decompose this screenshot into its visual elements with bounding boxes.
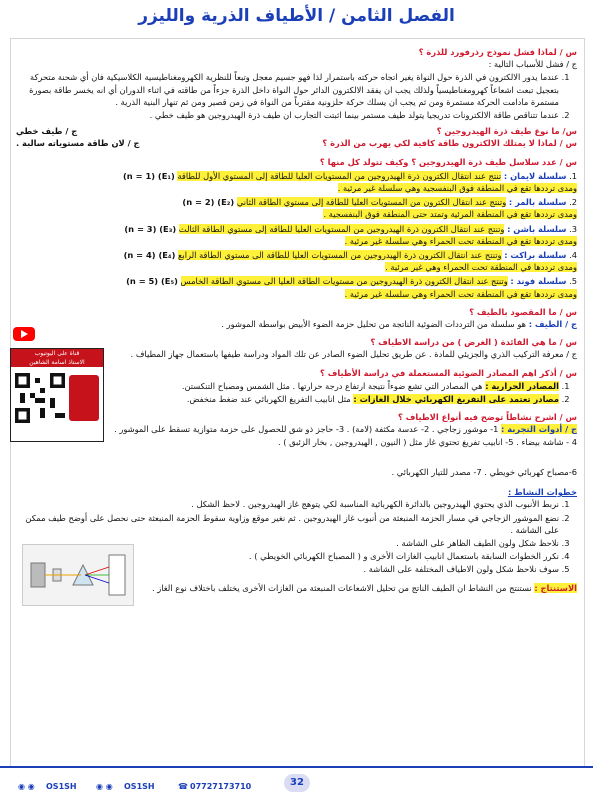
qr-code-card[interactable] [10,348,104,442]
series-num: 4. [569,250,577,261]
footer-handle-2: OS1SH [124,782,155,791]
step-item: 5. سوف نلاحظ شكل ولون الاطياف المختلفة على الشاشة . [16,563,559,575]
series-name: سلسلة لايمان : [503,170,567,181]
step-item: 4. نكرر الخطوات السابقة باستعمال انابيب الغازات الأخرى و ( المصباح الكهربائي الخويطي ) . [16,550,559,562]
tools-line-2: 4 - شاشة بيضاء . 5- انابيب تفريغ تحتوي غاز مثل ( النيون , الهيدروجين , بخار الزئبق ) . [277,436,577,447]
answer-6: ج / معرفة التركيب الذري والجزيئي للمادة . عن طريق تحليل الضوء الصادر عن تلك المواد ودراسة طيفها باستعمال جهاز المطياف . [130,349,577,360]
series-range: ومدى ترددها تقع في المنطقة المرئية وتمتد حتى المنطقة فوق البنفسجية . [323,209,577,220]
footer [0,766,593,800]
series-num: 2. [569,197,577,208]
series-text: وتنتج عند انتقال الكترون ذرة الهيدروجين من المستويات العليا للطاقة الى مستوي الطاقة الرابع [178,250,502,261]
series-range: ومدى ترددها تقع في المنطقة تحت الحمراء وهي سلسلة غير مرئية . [344,235,577,246]
source-label: المصادر الحرارية : [485,380,559,391]
answer-3: ج / لان طاقة مستوياته سالبة . [16,138,140,149]
source-text: مثل انابيب التفريغ الكهربائي عند ضغط منخفض. [186,394,351,405]
chapter-title: الفصل الثامن / الأطياف الذرية والليزر [138,6,455,26]
youtube-icon [13,327,35,341]
step-item: 1. نربط الأنبوب الذي يحتوي الهيدروجين بالدائرة الكهربائية المناسبة لكي يتوهج غاز الهيدروجين . لاحظ الشكل . [16,498,559,510]
conclusion-label: الاستنتاج : [534,582,577,593]
series-text: تنتج عند انتقال الكترون ذرة الهيدروجين من المستويات العليا للطاقة إلى المستوي الأول للطاقة [177,170,502,181]
series-num: 5. [569,276,577,287]
tools-line-3: 6-مصباح كهربائي خويطي . 7- مصدر للتيار الكهربائي . [391,466,577,477]
series-range: ومدى ترددها تقع في المنطقة تحت الحمراء وهي سلسلة غير مرئية . [344,288,577,299]
series-equation: (n = 4) (E₄) [123,250,176,261]
qr-header-text: قناة على اليوتيوب [34,350,80,357]
source-text: هي المصادر التي تشع ضوءاً نتيجة ارتفاع درجة حرارتها . مثل الشمس ومصباح التنكستن. [181,380,483,391]
series-item [16,196,577,220]
channel-badge-icon [69,375,99,421]
question-4: س / عدد سلاسل طيف ذرة الهيدروجين ؟ وكيف تتولد كل منها ؟ [319,156,577,167]
series-equation: (n = 1) (E₁) [123,170,175,181]
series-equation: (n = 3) (E₃) [124,223,177,234]
question-3: س / لماذا لا يمتلك الالكترون طاقة كافية لكي يهرب من الذرة ؟ [322,138,577,149]
tools-label: ج / أدوات التجربة : [501,424,577,435]
question-2: س/ ما نوع طيف ذرة الهيدروجين ؟ [436,126,577,137]
q2-row [16,125,577,137]
answer-5-label: ج / الطيف : [528,319,577,330]
answer-1-intro: ج / فشل للأسباب التالية : [488,59,577,70]
phone-icon: ☎ [178,782,188,791]
series-num: 1. [569,170,577,181]
series-range: ومدى ترددها تقع في المنطقة فوق البنفسجية وهي سلسلة غير مرئية . [337,183,577,194]
question-8: س / اشرح نشاطاً توضح فيه أنواع الاطياف ؟ [398,412,577,423]
page-number: 32 [284,774,310,792]
step-item: 2. نضع الموشور الزجاجي في مسار الحزمة المنبعثة من أنبوب غاز الهيدروجين . ثم نغير موقع وزاوية سقوط الحزمة المنبعثة حتى نحصل على أوضح طيف ممكن على الشاشة . [16,512,559,536]
question-1: س / لماذا فشل نموذج رذرفورد للذرة ؟ [418,47,577,57]
series-num: 3. [569,223,577,234]
series-text: وتنتج عند انتقال الكترون ذرة الهيدروجين من مستويات الطاقة العليا الى مستوي الطاقة الخامس [180,276,508,287]
conclusion-text: نستنتج من النشاط ان الطيف الناتج من تحليل الاشعاعات المنبعثة من الغازات الأخرى يختلف باختلاف نوع الغاز . [152,582,532,593]
answer-1-item: 1. عندما يدور الالكترون في الذرة حول النواة يغير اتجاه حركته باستمرار لذا فهو جسيم معجل وتبعاً للنظرية الكهرومغناطيسية الكلاسيكية فان أي شحنة متحركة بتعجيل تبعث اشعاعاً كهرومغناطيسياً ولذلك يجب ان يفقد الالكترون الدائر حول النواة داخل الذرة جزءاً من طاقته في اثناء الدوران أي انه يخسر طاقة بصورة مستمرة مادامت الحركة مستمرة ومن ثم يجب ان يسلك حركة حلزونية مقترباً من النواة في زمن قصير ومن ثم تنهار البنية الذرية . [16,71,559,108]
step-item: 3. نلاحظ شكل ولون الطيف الظاهر على الشاشة . [16,537,559,549]
series-name: سلسلة باشن : [507,223,567,234]
footer-handle-1: OS1SH [46,782,77,791]
series-item [16,223,577,247]
series-equation: (n = 2) (E₂) [182,197,235,208]
question-6: س / ما هي الفائدة ( الغرض ) من دراسة الاطياف ؟ [370,337,577,348]
series-item [16,275,577,299]
q3-row [16,137,577,149]
answer-2: ج / طيف خطي [16,126,78,137]
series-item [16,170,577,194]
footer-phone: 07727173710 [190,782,252,791]
answer-1-item: 2. عندما تتناقص طاقة الالكترونات تدريجيا يتولد طيف مستمر بينما اثبتت التجارب ان طيف ذرة الهيدروجين هو طيف خطي . [16,109,559,121]
answer-5-text: هو سلسلة من الترددات الضوئية الناتجة من تحليل حزمة الضوء الأبيض بواسطة الموشور . [221,319,527,330]
answer-1-list [16,71,577,121]
series-name: سلسلة براكت : [504,250,567,261]
tools-line-1-text: 1- موشور زجاجي . 2- عدسة مكثفة (لامة) . 3- حاجز ذو شق للحصول على حزمة متوازية تسقط على الموشور . [114,424,499,435]
content [16,40,577,594]
series-item [16,249,577,273]
footer-social-icons: ◉ ◉ [18,782,35,791]
spectrum-apparatus-image [22,544,134,606]
series-text: وتنتج عند انتقال الكترون ذرة الهيدروجين من المستويات العليا للطاقة إلى مستوي الطاقة الثالث [178,223,505,234]
series-list [16,170,577,300]
series-range: ومدى ترددها في المنطقة تحت الحمراء وهي غير مرئية . [385,262,577,273]
qr-subheader-text: الاستاذ اسامة الشاهين [29,359,85,366]
steps-label: خطوات النشاط : [507,487,577,498]
series-equation: (n = 5) (E₅) [126,276,178,287]
question-7: س / أذكر اهم المصادر الضوئية المستعملة في دراسة الأطياف ؟ [320,367,577,378]
series-name: سلسلة فوند : [510,276,567,287]
series-text: وتنتج عند انتقال الكترون من المستويات العليا للطاقة إلى مستوي الطاقة الثاني [236,197,507,208]
qr-header [11,349,103,367]
answer-5 [16,318,577,330]
source-label: مصادر تعتمد على التفريغ الكهربائي خلال الغازات : [353,394,559,405]
footer-social-icon: ◉ ◉ [96,782,113,791]
qr-code-icon [15,373,65,423]
series-name: سلسلة بالمر : [508,197,567,208]
question-5: س / ما المقصود بالطيف ؟ [469,306,577,317]
